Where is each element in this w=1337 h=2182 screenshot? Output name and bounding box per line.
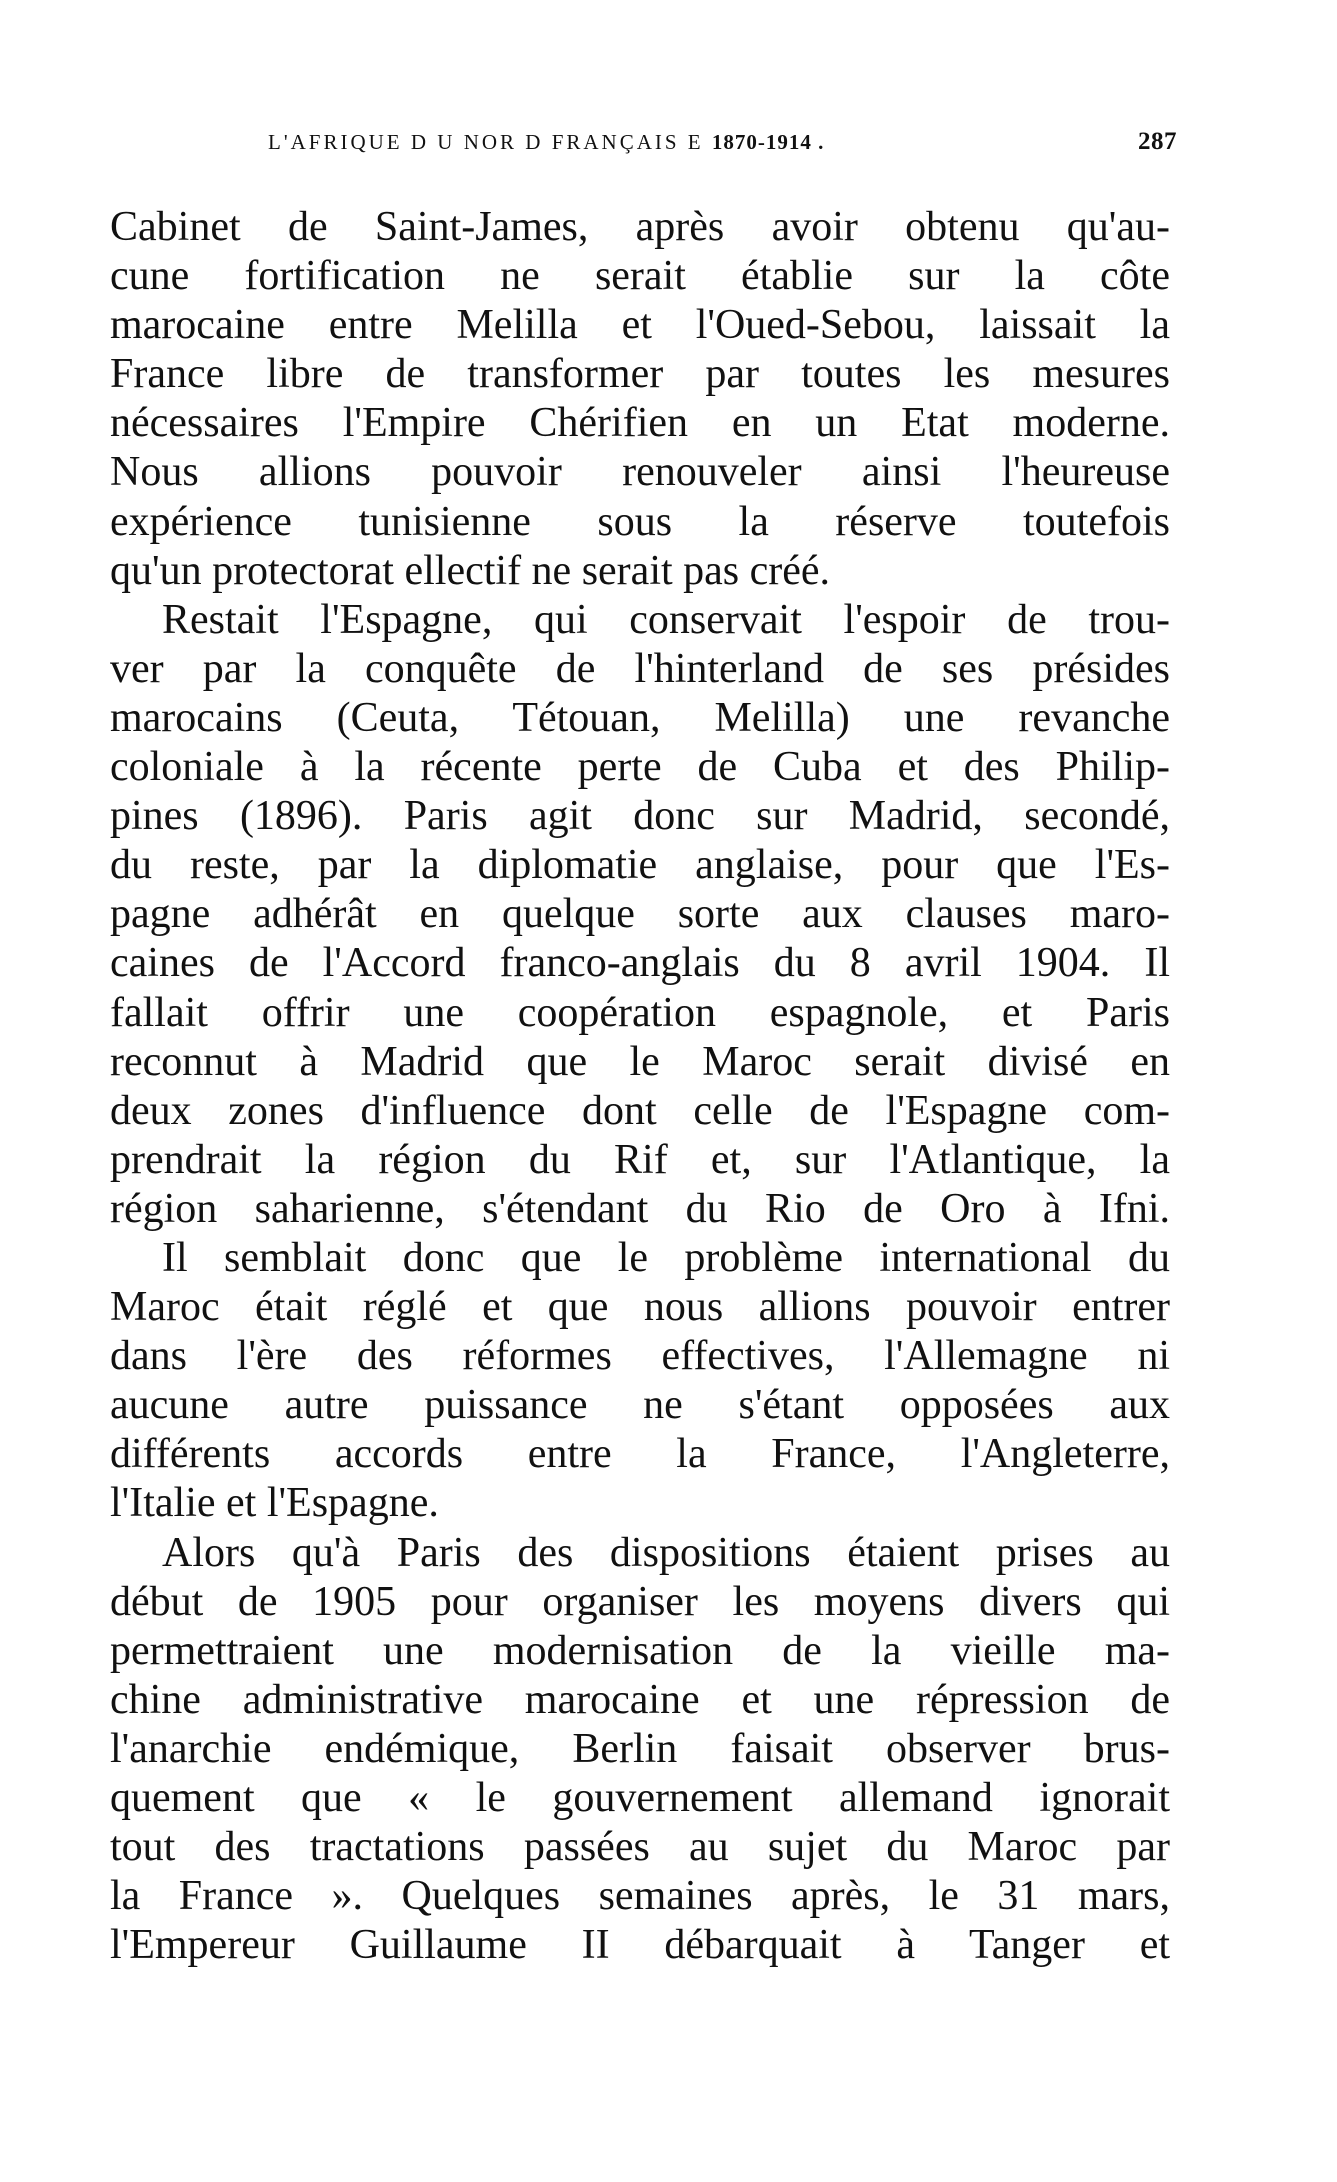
text-line: tout des tractations passées au sujet du Maroc par xyxy=(110,1824,1170,1871)
text-line: l'Italie et l'Espagne. xyxy=(110,1480,439,1527)
running-head xyxy=(268,130,824,155)
paragraph-first-line: Il semblait donc que le problème international du xyxy=(162,1234,1170,1281)
text-line: quement que « le gouvernement allemand ignorait xyxy=(110,1775,1170,1821)
text-line: coloniale à la récente perte de Cuba et des Philip- xyxy=(110,744,1170,791)
text-line: la France ». Quelques semaines après, le 31 mars, xyxy=(110,1873,1170,1920)
text-line: marocains (Ceuta, Tétouan, Melilla) une revanche xyxy=(110,694,1170,741)
paragraph-first-line: Alors qu'à Paris des dispositions étaient prises au xyxy=(162,1529,1170,1576)
text-line: ver par la conquête de l'hinterland de ses présides xyxy=(110,645,1170,692)
text-line: deux zones d'influence dont celle de l'Espagne com- xyxy=(110,1087,1170,1134)
text-line: début de 1905 pour organiser les moyens divers qui xyxy=(110,1578,1170,1625)
text-line: cune fortification ne serait établie sur la côte xyxy=(110,253,1170,300)
text-line: région saharienne, s'étendant du Rio de Oro à Ifni. xyxy=(110,1185,1170,1232)
page-number: 287 xyxy=(1138,128,1177,155)
running-title: L'AFRIQUE D U NOR D FRANÇAIS E xyxy=(268,130,704,154)
text-line: caines de l'Accord franco-anglais du 8 avril 1904. Il xyxy=(110,940,1170,987)
running-years: 1870-1914 . xyxy=(711,130,825,154)
paragraph-first-line: Restait l'Espagne, qui conservait l'espoir de trou- xyxy=(162,596,1170,643)
text-line: l'Empereur Guillaume II débarquait à Tanger et xyxy=(110,1922,1170,1969)
text-line: nécessaires l'Empire Chérifien en un Etat moderne. xyxy=(110,400,1170,447)
text-line: aucune autre puissance ne s'étant opposées aux xyxy=(110,1382,1170,1429)
text-line: différents accords entre la France, l'Angleterre, xyxy=(110,1431,1170,1478)
text-line: qu'un protectorat ellectif ne serait pas créé. xyxy=(110,547,831,594)
text-line: Cabinet de Saint-James, après avoir obtenu qu'au- xyxy=(110,204,1170,250)
text-line: permettraient une modernisation de la vieille ma- xyxy=(110,1627,1170,1674)
text-line: reconnut à Madrid que le Maroc serait divisé en xyxy=(110,1038,1170,1085)
text-line: France libre de transformer par toutes les mesures xyxy=(110,351,1170,398)
text-line: pines (1896). Paris agit donc sur Madrid, secondé, xyxy=(110,793,1170,840)
text-line: dans l'ère des réformes effectives, l'Allemagne ni xyxy=(110,1333,1170,1380)
body-text xyxy=(110,203,1170,1970)
text-line: fallait offrir une coopération espagnole, et Paris xyxy=(110,989,1170,1036)
text-line: Nous allions pouvoir renouveler ainsi l'heureuse xyxy=(110,449,1170,496)
text-line: du reste, par la diplomatie anglaise, pour que l'Es- xyxy=(110,842,1170,889)
text-line: pagne adhérât en quelque sorte aux clauses maro- xyxy=(110,891,1170,938)
text-line: expérience tunisienne sous la réserve toutefois xyxy=(110,498,1170,545)
text-line: chine administrative marocaine et une répression de xyxy=(110,1676,1170,1723)
text-line: Maroc était réglé et que nous allions pouvoir entrer xyxy=(110,1284,1170,1331)
text-line: l'anarchie endémique, Berlin faisait observer brus- xyxy=(110,1725,1170,1772)
text-line: marocaine entre Melilla et l'Oued-Sebou, laissait la xyxy=(110,302,1170,349)
text-line: prendrait la région du Rif et, sur l'Atlantique, la xyxy=(110,1136,1170,1183)
